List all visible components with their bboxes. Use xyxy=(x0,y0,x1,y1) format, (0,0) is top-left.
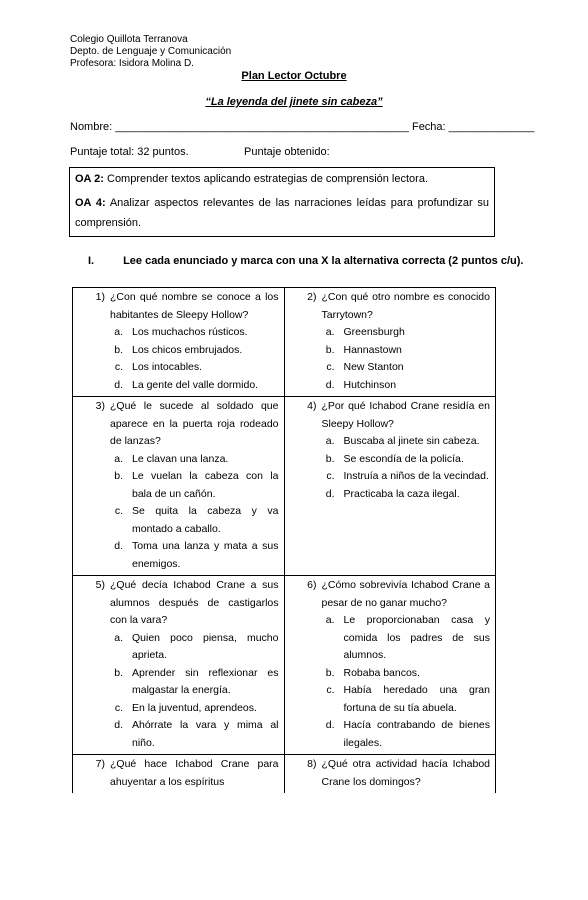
date-field[interactable]: ______________ xyxy=(448,121,535,133)
option-item[interactable] xyxy=(322,612,491,665)
option-text: Había heredado una gran fortuna de su tía abuela. xyxy=(343,684,490,714)
question-cell xyxy=(73,288,285,397)
question-cell xyxy=(73,397,285,576)
question-text: ¿Qué hace Ichabod Crane para ahuyentar a los espíritus xyxy=(110,758,279,788)
option-letter: a. xyxy=(114,631,123,644)
option-item[interactable] xyxy=(110,342,279,360)
option-text: Los chicos embrujados. xyxy=(132,343,243,356)
option-item[interactable] xyxy=(322,486,491,504)
option-letter: a. xyxy=(325,614,335,626)
option-letter: b. xyxy=(114,666,123,679)
question-text: ¿Qué otra actividad hacía Ichabod Crane los domingos? xyxy=(321,758,490,788)
option-text: New Stanton xyxy=(343,361,404,373)
option-letter: b. xyxy=(114,470,123,482)
option-item[interactable] xyxy=(110,503,279,538)
table-row xyxy=(73,397,496,576)
option-item[interactable] xyxy=(110,538,279,573)
section-instruction: Lee cada enunciado y marca con una X la alternativa correcta (2 puntos c/u). xyxy=(123,255,524,267)
question-number: 8) xyxy=(307,758,317,770)
option-item[interactable] xyxy=(110,717,279,752)
option-text: Buscaba al jinete sin cabeza. xyxy=(343,435,480,447)
option-letter: b. xyxy=(325,343,335,356)
question-cell xyxy=(284,576,496,755)
question-number: 5) xyxy=(95,579,105,591)
question-5 xyxy=(78,577,279,630)
option-text: Hacía contrabando de bienes ilegales. xyxy=(343,719,490,749)
option-text: En la juventud, aprendeos. xyxy=(132,701,257,714)
question-cell xyxy=(284,288,496,397)
questions-table xyxy=(72,287,496,793)
question-number: 4) xyxy=(307,400,317,412)
section-heading xyxy=(88,255,523,267)
school-name: Colegio Quillota Terranova xyxy=(70,34,188,45)
objective-code: OA 2: xyxy=(75,173,104,185)
question-cell xyxy=(284,755,496,794)
name-label: Nombre: xyxy=(70,121,113,133)
question-text: ¿Por qué Ichabod Crane residía en Sleepy Hollow? xyxy=(321,400,490,430)
option-letter: d. xyxy=(325,487,335,500)
option-item[interactable] xyxy=(322,324,491,342)
option-item[interactable] xyxy=(322,342,491,360)
name-row xyxy=(70,120,534,134)
option-item[interactable] xyxy=(322,665,491,683)
option-item[interactable] xyxy=(110,700,279,718)
section-number: I. xyxy=(88,255,95,267)
objective-text: Analizar aspectos relevantes de las narraciones leídas para profundizar su comprensión. xyxy=(75,197,489,229)
option-text: Le clavan una lanza. xyxy=(132,452,229,465)
option-letter: a. xyxy=(114,452,123,465)
option-letter: d. xyxy=(114,378,123,391)
option-text: Se escondía de la policía. xyxy=(343,452,464,465)
option-text: Hannastown xyxy=(343,343,402,356)
option-letter: c. xyxy=(326,470,335,482)
option-item[interactable] xyxy=(322,433,491,451)
question-number: 6) xyxy=(307,579,317,591)
objective-2 xyxy=(75,193,489,233)
option-item[interactable] xyxy=(322,468,491,486)
date-label: Fecha: xyxy=(411,121,446,133)
option-letter: b. xyxy=(325,452,335,465)
option-text: Instruía a niños de la vecindad. xyxy=(343,470,489,482)
option-item[interactable] xyxy=(322,359,491,377)
option-item[interactable] xyxy=(322,451,491,469)
obtained-score: Puntaje obtenido: xyxy=(244,146,330,158)
page-subtitle: “La leyenda del jinete sin cabeza” xyxy=(205,96,383,108)
question-number: 1) xyxy=(95,291,105,303)
question-8 xyxy=(290,756,491,791)
question-4 xyxy=(290,398,491,433)
option-letter: d. xyxy=(325,719,335,731)
option-letter: c. xyxy=(326,684,335,696)
option-letter: c. xyxy=(326,361,335,373)
question-text: ¿Con qué otro nombre es conocido Tarrytown? xyxy=(321,291,490,321)
question-number: 7) xyxy=(95,758,105,770)
objective-1 xyxy=(75,169,489,189)
option-text: Robaba bancos. xyxy=(343,666,420,679)
option-text: Le vuelan la cabeza con la bala de un cañón. xyxy=(132,470,279,500)
option-item[interactable] xyxy=(322,682,491,717)
question-cell xyxy=(73,755,285,794)
question-2 xyxy=(290,289,491,324)
question-text: ¿Cómo sobrevivía Ichabod Crane a pesar de no ganar mucho? xyxy=(321,579,490,609)
option-letter: d. xyxy=(114,540,123,552)
question-1 xyxy=(78,289,279,324)
option-letter: b. xyxy=(114,343,123,356)
question-3 xyxy=(78,398,279,451)
teacher-name: Profesora: Isidora Molina D. xyxy=(70,58,194,69)
option-item[interactable] xyxy=(110,377,279,395)
objective-text: Comprender textos aplicando estrategias de comprensión lectora. xyxy=(107,173,429,185)
option-item[interactable] xyxy=(322,377,491,395)
option-text: Quien poco piensa, mucho aprieta. xyxy=(132,631,279,661)
option-letter: a. xyxy=(325,435,335,447)
question-number: 3) xyxy=(95,400,105,412)
department-name: Depto. de Lenguaje y Comunicación xyxy=(70,46,232,57)
option-text: Le proporcionaban casa y comida los padres de sus alumnos. xyxy=(343,614,490,661)
option-letter: d. xyxy=(114,719,123,731)
option-item[interactable] xyxy=(110,451,279,469)
option-letter: a. xyxy=(114,326,123,338)
option-letter: c. xyxy=(114,701,123,714)
table-row xyxy=(73,288,496,397)
option-item[interactable] xyxy=(110,359,279,377)
question-text: ¿Qué le sucede al soldado que aparece en la puerta roja rodeado de lanzas? xyxy=(110,400,279,447)
option-letter: c. xyxy=(114,505,123,517)
option-item[interactable] xyxy=(110,630,279,665)
total-score: Puntaje total: 32 puntos. xyxy=(70,146,189,158)
question-number: 2) xyxy=(307,291,317,303)
option-text: Ahórrate la vara y mima al niño. xyxy=(132,719,279,749)
question-6 xyxy=(290,577,491,612)
table-row xyxy=(73,576,496,755)
name-field[interactable]: ________________________________________________ xyxy=(115,121,409,133)
option-text: Toma una lanza y mata a sus enemigos. xyxy=(132,540,279,570)
option-text: Se quita la cabeza y va montado a caballo. xyxy=(132,505,279,535)
option-item[interactable] xyxy=(110,324,279,342)
option-text: La gente del valle dormido. xyxy=(132,378,259,391)
option-letter: b. xyxy=(325,666,335,679)
page-title: Plan Lector Octubre xyxy=(241,70,347,82)
option-item[interactable] xyxy=(110,468,279,503)
objectives-box xyxy=(69,167,495,237)
option-text: Hutchinson xyxy=(343,378,397,391)
option-text: Los muchachos rústicos. xyxy=(132,326,248,338)
table-row xyxy=(73,755,496,794)
question-text: ¿Qué decía Ichabod Crane a sus alumnos después de castigarlos con la vara? xyxy=(110,579,279,626)
option-text: Los intocables. xyxy=(132,361,203,373)
objective-code: OA 4: xyxy=(75,197,106,209)
option-letter: d. xyxy=(325,378,335,391)
question-cell xyxy=(284,397,496,576)
question-7 xyxy=(78,756,279,791)
option-letter: c. xyxy=(114,361,123,373)
option-letter: a. xyxy=(325,326,335,338)
option-item[interactable] xyxy=(322,717,491,752)
option-text: Practicaba la caza ilegal. xyxy=(343,487,460,500)
option-text: Aprender sin reflexionar es malgastar la energía. xyxy=(132,666,279,696)
option-text: Greensburgh xyxy=(343,326,405,338)
question-text: ¿Con qué nombre se conoce a los habitantes de Sleepy Hollow? xyxy=(110,291,279,321)
question-cell xyxy=(73,576,285,755)
option-item[interactable] xyxy=(110,665,279,700)
